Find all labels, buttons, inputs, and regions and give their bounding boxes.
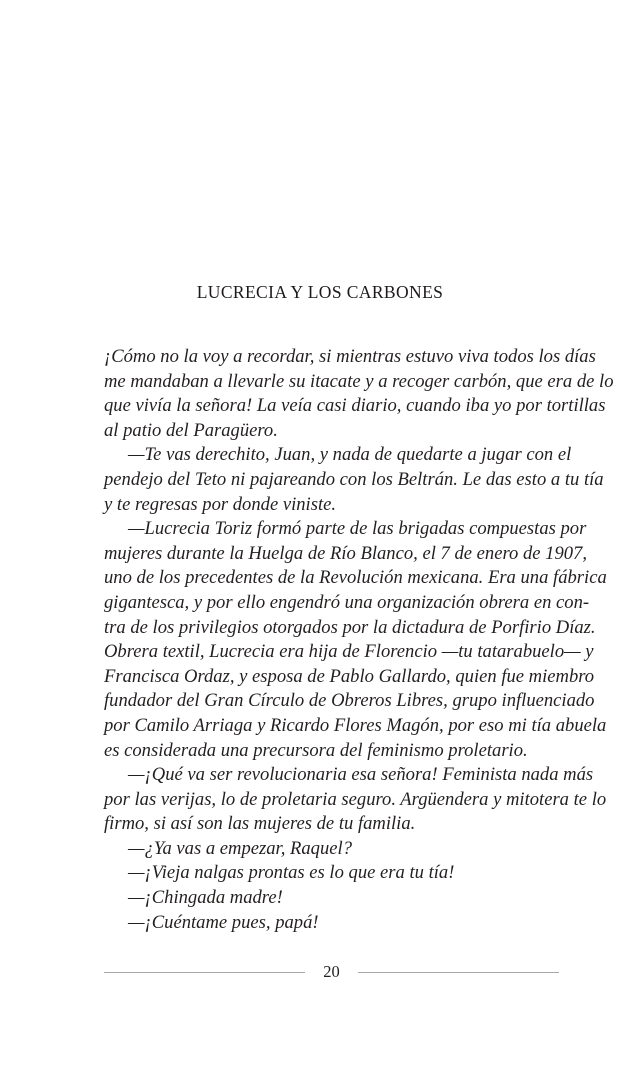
text-line: —Te vas derechito, Juan, y nada de quedarte a jugar con el [128,444,572,466]
paragraph [104,837,559,862]
paragraph [104,443,604,517]
text-line: fundador del Gran Círculo de Obreros Libres, grupo influenciado [104,690,595,712]
text-line: Francisca Ordaz, y esposa de Pablo Gallardo, quien fue miembro [104,665,595,687]
text-line: y te regresas por donde viniste. [104,493,337,515]
chapter-title: LUCRECIA Y LOS CARBONES [196,282,444,302]
text-line: me mandaban a llevarle su itacate y a recoger carbón, que era de lo [104,370,614,392]
text-line: Obrera textil, Lucrecia era hija de Florencio —tu tatarabuelo— y [104,641,594,663]
text-line: ¡Cómo no la voy a recordar, si mientras estuvo viva todos los días [104,346,596,367]
text-line: mujeres durante la Huelga de Río Blanco, el 7 de enero de 1907, [104,542,587,564]
text-line: por las verijas, lo de proletaria seguro. Argüendera y mitotera te lo [104,788,607,810]
paragraph [104,911,559,936]
page-number: 20 [323,962,340,981]
paragraph [104,517,607,763]
paragraph [104,861,559,886]
page-footer [104,960,559,984]
paragraph [104,886,559,911]
text-line: tra de los privilegios otorgados por la dictadura de Porfirio Díaz. [104,616,596,638]
text-line: —¡Qué va ser revolucionaria esa señora! Feminista nada más [128,764,594,786]
text-line: —Lucrecia Toriz formó parte de las brigadas compuestas por [128,518,587,540]
footer-rule-right [358,972,559,973]
text-line: —¡Chingada madre! [128,887,283,909]
text-line: —¡Vieja nalgas prontas es lo que era tu tía! [128,862,455,884]
paragraph [104,345,614,443]
text-line: que vivía la señora! La veía casi diario, cuando iba yo por tortillas [104,395,606,417]
text-line: es considerada una precursora del feminismo proletario. [104,739,528,761]
text-line: —¡Cuéntame pues, papá! [128,911,319,933]
text-line: uno de los precedentes de la Revolución mexicana. Era una fábrica [104,567,607,589]
footer-rule-left [104,972,305,973]
text-line: gigantesca, y por ello engendró una organización obrera en con- [104,591,590,613]
text-line: por Camilo Arriaga y Ricardo Flores Magón, por eso mi tía abuela [104,714,607,736]
paragraph [104,763,607,837]
text-line: al patio del Paragüero. [104,419,278,441]
chapter-body [104,345,614,935]
text-line: pendejo del Teto ni pajareando con los Beltrán. Le das esto a tu tía [104,468,604,490]
text-line: —¿Ya vas a empezar, Raquel? [128,837,352,859]
text-line: firmo, si así son las mujeres de tu familia. [104,813,416,835]
